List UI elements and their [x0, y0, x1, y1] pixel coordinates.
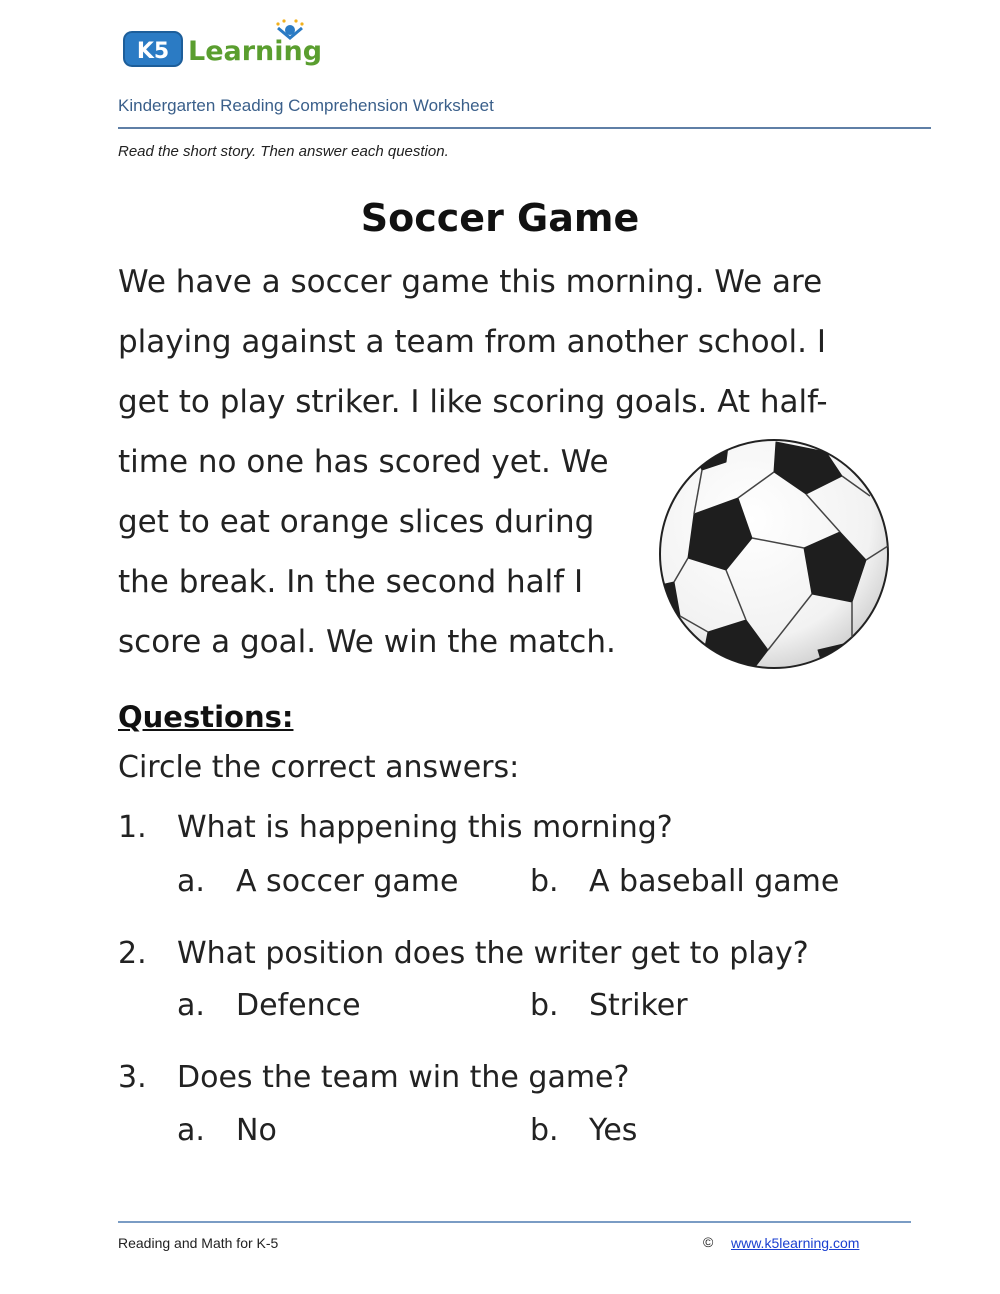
option-a-letter: a. — [177, 1113, 205, 1148]
footer-divider — [118, 1221, 911, 1223]
worksheet-subtitle: Kindergarten Reading Comprehension Worksheet — [118, 96, 494, 115]
questions-heading: Questions: — [118, 700, 294, 734]
option-b-answer[interactable]: Yes — [589, 1113, 638, 1148]
option-a-answer[interactable]: No — [236, 1113, 277, 1148]
story-line: the break. In the second half I — [118, 564, 584, 600]
story-line: playing against a team from another school. I — [118, 324, 826, 360]
option-b-answer[interactable]: A baseball game — [589, 864, 840, 899]
option-b-letter: b. — [530, 864, 559, 899]
footer-tagline: Reading and Math for K-5 — [118, 1235, 279, 1251]
header-divider — [118, 127, 931, 129]
story-line: time no one has scored yet. We — [118, 444, 609, 480]
question-text: Does the team win the game? — [177, 1060, 630, 1095]
option-b-letter: b. — [530, 988, 559, 1023]
story-line: score a goal. We win the match. — [118, 624, 616, 660]
worksheet-instructions: Read the short story. Then answer each question. — [118, 143, 449, 160]
question-text: What is happening this morning? — [177, 810, 673, 845]
soccer-ball-icon — [656, 436, 892, 672]
option-a-answer[interactable]: A soccer game — [236, 864, 459, 899]
question-number: 2. — [118, 936, 147, 971]
option-a-letter: a. — [177, 988, 205, 1023]
story-title: Soccer Game — [360, 196, 640, 240]
option-a-answer[interactable]: Defence — [236, 988, 361, 1023]
story-line: get to play striker. I like scoring goals. At half- — [118, 384, 828, 420]
logo-badge-text: K5 — [136, 39, 170, 64]
story-line: get to eat orange slices during — [118, 504, 595, 540]
option-a-letter: a. — [177, 864, 205, 899]
copyright-symbol: © — [703, 1234, 714, 1250]
k5-learning-logo — [118, 18, 338, 78]
question-number: 3. — [118, 1060, 147, 1095]
logo-word: Learning — [188, 36, 323, 67]
option-b-letter: b. — [530, 1113, 559, 1148]
option-b-answer[interactable]: Striker — [589, 988, 688, 1023]
question-number: 1. — [118, 810, 147, 845]
footer-website-link[interactable]: www.k5learning.com — [731, 1235, 860, 1251]
questions-instruction: Circle the correct answers: — [118, 750, 520, 785]
story-line: We have a soccer game this morning. We are — [118, 264, 823, 300]
question-text: What position does the writer get to play? — [177, 936, 809, 971]
